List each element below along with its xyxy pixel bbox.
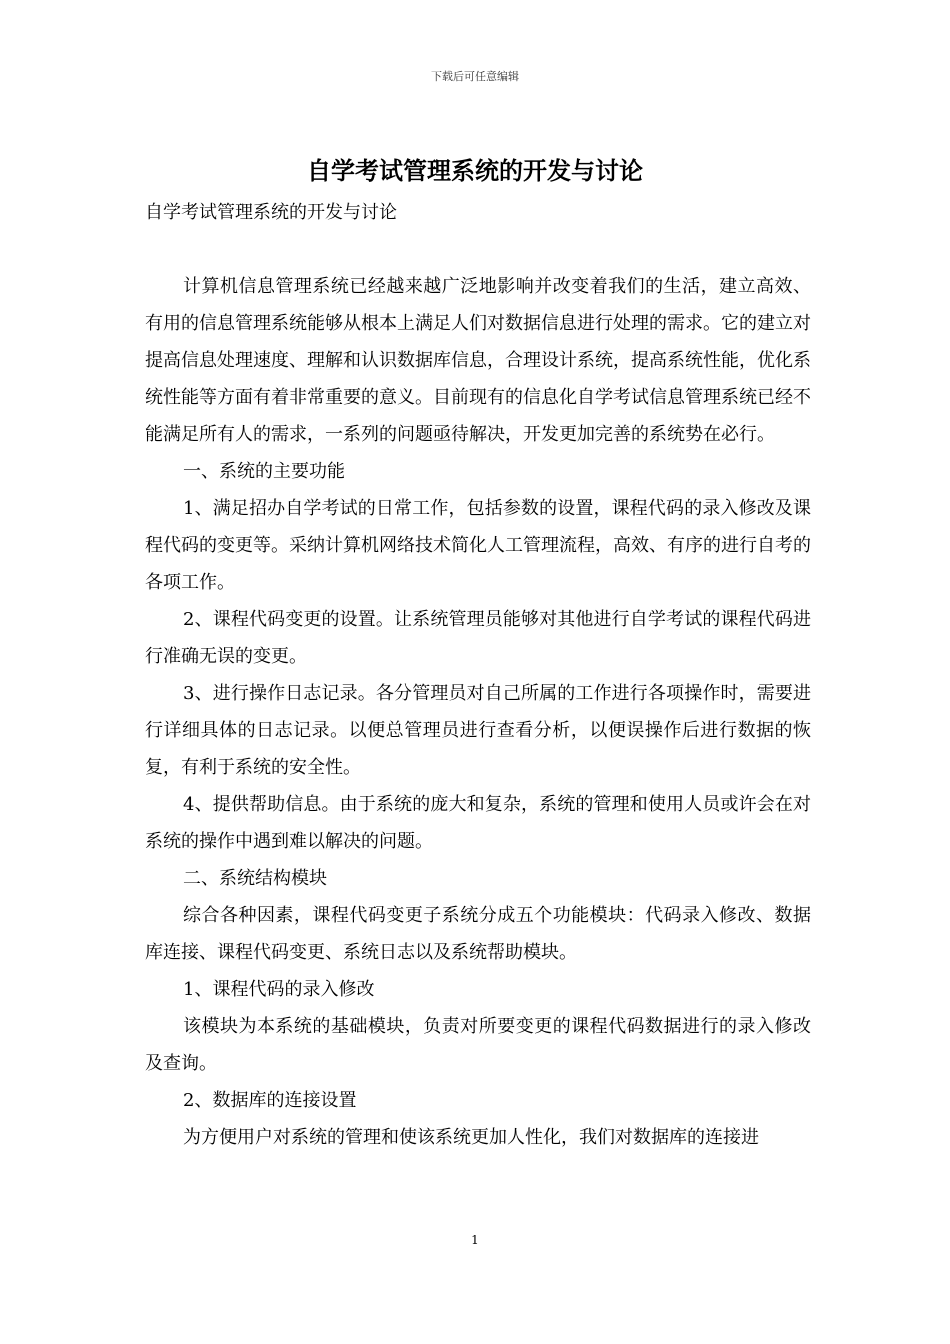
- section-heading-modules: 二、系统结构模块: [183, 868, 327, 889]
- paragraph-function-3: 3、进行操作日志记录。各分管理员对自己所属的工作进行各项操作时，需要进行详细具体的日志记录。以便总管理员进行查看分析，以便误操作后进行数据的恢复，有利于系统的安全性。: [145, 683, 811, 778]
- paragraph-modules-overview: 综合各种因素，课程代码变更子系统分成五个功能模块：代码录入修改、数据库连接、课程代码变更、系统日志以及系统帮助模块。: [145, 905, 811, 963]
- subheading-code-entry: 1、课程代码的录入修改: [183, 979, 375, 1000]
- paragraph-db-connection: 为方便用户对系统的管理和使该系统更加人性化，我们对数据库的连接进: [183, 1127, 759, 1148]
- paragraph-function-1: 1、满足招办自学考试的日常工作，包括参数的设置，课程代码的录入修改及课程代码的变更等。采纳计算机网络技术简化人工管理流程，高效、有序的进行自考的各项工作。: [145, 498, 811, 593]
- paragraph-code-entry: 该模块为本系统的基础模块，负责对所要变更的课程代码数据进行的录入修改及查询。: [145, 1016, 811, 1074]
- document-body: [145, 268, 811, 1156]
- document-subtitle: 自学考试管理系统的开发与讨论: [145, 202, 397, 223]
- header-note: 下载后可任意编辑: [431, 70, 519, 83]
- paragraph-intro: 计算机信息管理系统已经越来越广泛地影响并改变着我们的生活，建立高效、有用的信息管理系统能够从根本上满足人们对数据信息进行处理的需求。它的建立对提高信息处理速度、理解和认识数据库信息，合理设计系统，提高系统性能，优化系统性能等方面有着非常重要的意义。目前现有的信息化自学考试信息管理系统已经不能满足所有人的需求，一系列的问题亟待解决，开发更加完善的系统势在必行。: [145, 276, 811, 445]
- paragraph-function-2: 2、课程代码变更的设置。让系统管理员能够对其他进行自学考试的课程代码进行准确无误的变更。: [145, 609, 811, 667]
- page-number: 1: [471, 1233, 479, 1247]
- section-heading-main-functions: 一、系统的主要功能: [183, 461, 345, 482]
- document-title: 自学考试管理系统的开发与讨论: [307, 157, 643, 185]
- paragraph-function-4: 4、提供帮助信息。由于系统的庞大和复杂，系统的管理和使用人员或许会在对系统的操作中遇到难以解决的问题。: [145, 794, 811, 852]
- subheading-db-connection: 2、数据库的连接设置: [183, 1090, 357, 1111]
